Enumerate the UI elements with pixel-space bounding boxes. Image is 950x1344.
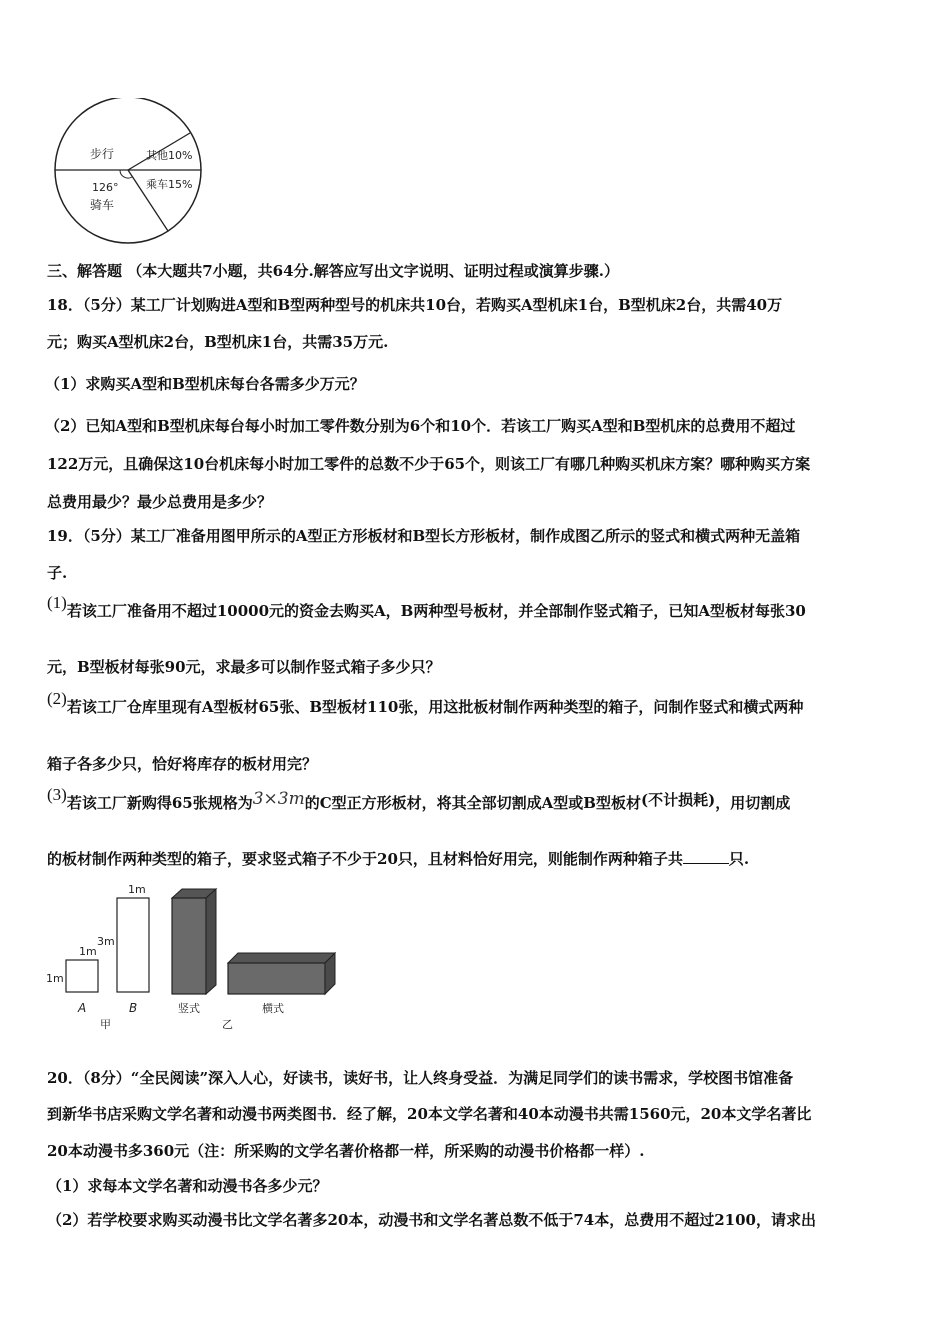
q19-part-3-number: (3) [47,785,67,804]
q18-part-2-line-1: （2）已知A型和B型机床每台每小时加工零件数分别为6个和10个．若该工厂购买A型和B型机床的总费用不超过 [45,417,796,435]
q19-part-3-line-2-text: 的板材制作两种类型的箱子，要求竖式箱子不少于20只，且材料恰好用完，则能制作两种箱子共 [47,850,683,868]
q19-part-2-line-1 [47,689,804,717]
board-b-letter: B [129,1001,138,1015]
board-b-side-label: 3m [97,935,115,948]
q19-line-2: 子. [47,564,68,582]
q19-part-3-paren: (不计损耗) [640,791,716,809]
q19-answer-blank[interactable] [683,849,729,864]
q19-part-3-line-2-end: 只. [728,850,750,868]
q18-part-2-line-3: 总费用最少？最少总费用是多少？ [47,493,273,511]
q20-line-1: 20．（8分）“全民阅读”深入人心，好读书，读好书，让人终身受益．为满足同学们的读书需求，学校图书馆准备 [47,1069,794,1087]
figure-jia-label: 甲 [100,1018,111,1030]
q20-part-2: （2）若学校要求购买动漫书比文学名著多20本，动漫书和文学名著总数不低于74本，总费用不超过2100，请求出 [47,1211,816,1229]
q19-part-2-line-2: 箱子各多少只，恰好将库存的板材用完？ [47,755,318,773]
q18-part-2-line-2: 122万元，且确保这10台机床每小时加工零件的总数不少于65个，则该工厂有哪几种购买机床方案？哪种购买方案 [47,455,811,473]
pie-label-walk: 步行 [90,147,115,161]
q19-part-2-text: 若该工厂仓库里现有A型板材65张、B型板材110张，用这批板材制作两种类型的箱子，问制作竖式和横式两种 [66,698,804,716]
pie-label-other: 其他10% [146,149,193,162]
q19-part-1-text: 若该工厂准备用不超过10000元的资金去购买A，B两种型号板材，并全部制作竖式箱子，已知A型板材每张30 [66,602,806,620]
board-a-letter: A [78,1001,87,1015]
board-b-top-label: 1m [128,883,146,896]
horizontal-box-front [228,963,325,994]
pie-label-bus: 乘车15% [146,178,193,191]
vertical-box-front [172,898,206,994]
q18-part-1: （1）求购买A型和B型机床每台各需多少万元？ [45,375,365,393]
q19-part-1-line-2: 元，B型板材每张90元，求最多可以制作竖式箱子多少只？ [47,658,441,676]
q20-part-1: （1）求每本文学名著和动漫书各多少元？ [47,1177,328,1195]
pie-chart-figure [50,98,205,246]
q19-part-3-text-pre: 若该工厂新购得65张规格为 [66,794,253,812]
q19-line-1: 19．（5分）某工厂准备用图甲所示的A型正方形板材和B型长方形板材，制作成图乙所示的竖式和横式两种无盖箱 [47,527,801,545]
figure-yi-label: 乙 [222,1018,233,1030]
horizontal-box-top [228,953,335,963]
box-figure [42,880,342,1030]
q18-line-1: 18．（5分）某工厂计划购进A型和B型两种型号的机床共10台，若购买A型机床1台，B型机床2台，共需40万 [47,296,783,314]
section-heading: 三、解答题 （本大题共7小题，共64分.解答应写出文字说明、证明过程或演算步骤.） [47,262,619,280]
q20-line-2: 到新华书店采购文学名著和动漫书两类图书．经了解，20本文学名著和40本动漫书共需1560元，20本文学名著比 [47,1105,812,1123]
horizontal-box-label: 横式 [262,1002,284,1015]
q20-line-3: 20本动漫书多360元（注：所采购的文学名著价格都一样，所采购的动漫书价格都一样）. [47,1142,645,1160]
vertical-box-label: 竖式 [178,1002,200,1015]
board-a-top-label: 1m [79,945,97,958]
board-a-side-label: 1m [46,972,64,985]
q19-part-2-number: (2) [47,689,67,708]
q19-part-1-number: (1) [47,593,67,612]
q19-part-3-line-2 [47,849,749,869]
board-b-rectangle [117,898,149,992]
q19-part-3-math: 3×3m [252,789,305,809]
q19-part-3-line-1 [47,785,791,813]
q19-part-3-text-mid: 的C型正方形板材，将其全部切割成A型或B型板材 [304,794,641,812]
pie-label-angle: 126° [92,181,119,194]
board-a-square [66,960,98,992]
q19-part-3-text-end: ，用切割成 [715,794,791,812]
pie-label-bike: 骑车 [90,198,115,212]
vertical-box-side [206,889,216,994]
q19-part-1-line-1 [47,593,806,621]
q18-line-2: 元；购买A型机床2台，B型机床1台，共需35万元. [47,333,389,351]
